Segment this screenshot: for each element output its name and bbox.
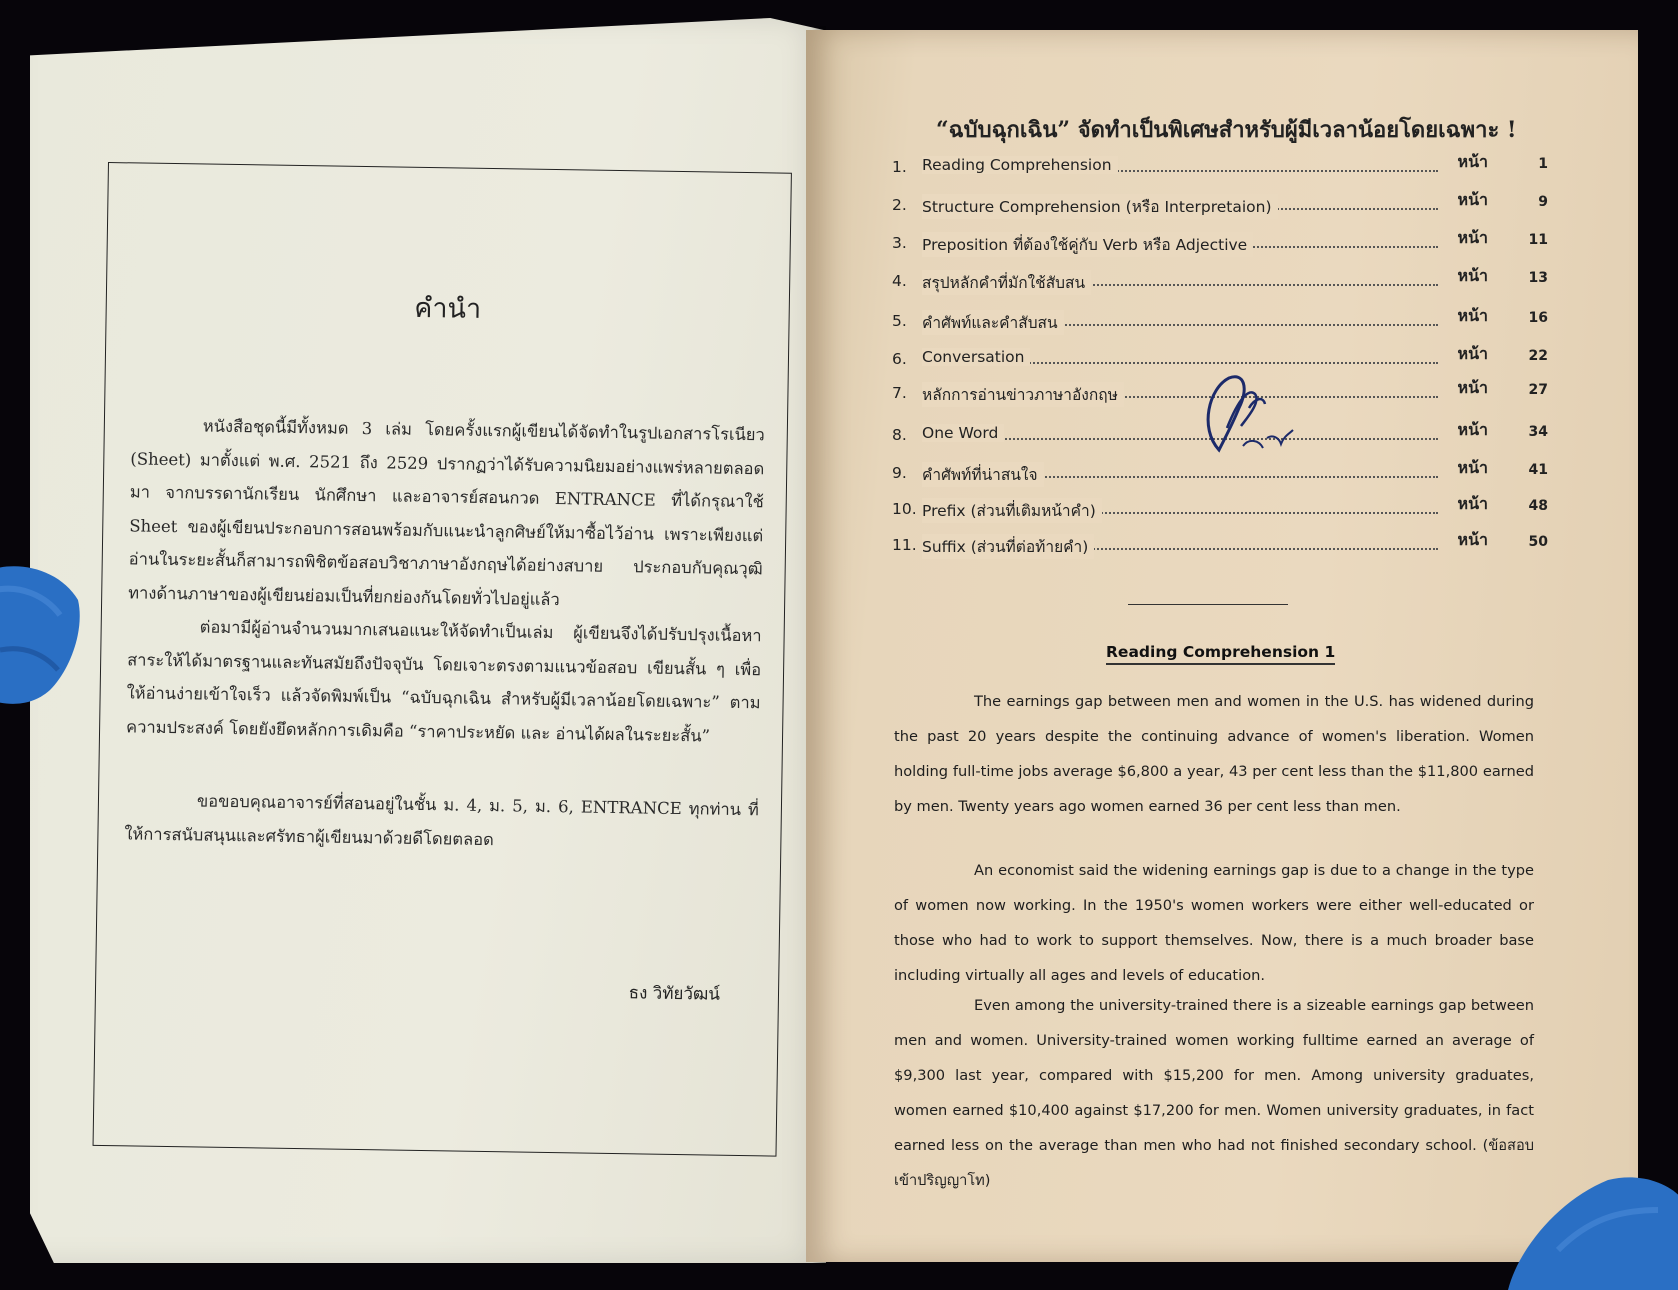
toc-item [892,152,1548,182]
toc-page-number: 11 [1528,232,1548,248]
toc-page-word: หน้า [1457,420,1488,439]
toc-item-title: Reading Comprehension [922,156,1118,174]
toc-page-number: 41 [1528,462,1548,478]
toc-item-title: สรุปหลักคำที่มักใช้สับสน [922,270,1091,295]
toc-item-title: Preposition ที่ต้องใช้คู่กับ Verb หรือ Adjective [922,232,1253,257]
toc-page-word: หน้า [1457,458,1488,477]
toc-page-number: 16 [1528,310,1548,326]
reading-paragraph-2: An economist said the widening earnings gap is due to a change in the type of women now working. In the 1950's women workers were either well-educated or those who had to work to support themselves. Now, there is a much broader base including virtually all ages and levels of education. [894,862,1534,984]
toc-item-title: One Word [922,424,1004,442]
toc-item-number: 11. [892,536,917,554]
preface-paragraph-1: หนังสือชุดนี้มีทั้งหมด 3 เล่ม โดยครั้งแรกผู้เขียนได้จัดทำในรูปเอกสารโรเนียว (Sheet) มาตั้งแต่ พ.ศ. 2521 ถึง 2529 ปรากฏว่าได้รับความนิยมอย่างแพร่หลายตลอดมา จากบรรดานักเรียน นักศึกษา และอาจารย์สอนกวด ENTRANCE ที่ได้กรุณาใช้ Sheet ของผู้เขียนประกอบการสอนพร้อมกับแนะนำลูกศิษย์ให้มาซื้อไว้อ่าน เพราะเพียงแต่อ่านในระยะสั้นก็สามารถพิชิตข้อสอบวิชาภาษาอังกฤษได้อย่างสบาย ประกอบกับคุณวุฒิทางด้านภาษาของผู้เขียนย่อมเป็นที่ยกย่องกันโดยทั่วไปอยู่แล้ว [128,416,765,609]
reading-paragraph-1: The earnings gap between men and women in the U.S. has widened during the past 20 years despite the continuing advance of women's liberation. Women holding full-time jobs average $6,800 a year, 43 per cent less than the $11,800 earned by men. Twenty years ago women earned 36 per cent less than men. [894,693,1534,815]
toc-page-number: 9 [1538,194,1548,210]
toc-page-word: หน้า [1457,152,1488,171]
toc-item [892,458,1548,488]
glove-right-image [1498,1170,1678,1290]
toc-item-title: คำศัพท์ที่น่าสนใจ [922,462,1044,487]
toc-item-title: หลักการอ่านข่าวภาษาอังกฤษ [922,382,1124,407]
toc-item [892,190,1548,220]
toc-item [892,306,1548,336]
toc-page-number: 27 [1528,382,1548,398]
glove-left-image [0,560,85,710]
reading-paragraph-3: Even among the university-trained there is a sizeable earnings gap between men and women. University-trained women working fulltime earned an average of $9,300 last year, compared with $15,200 for men. Among university graduates, women earned $10,400 against $17,200 for men. Women university graduates, in fact earned less on the average than men who had not finished secondary school. (ข้อสอบเข้าปริญญาโท) [894,997,1534,1189]
preface-frame [93,162,792,1157]
toc-page-word: หน้า [1457,378,1488,397]
toc-item-number: 5. [892,312,907,330]
toc-page-word: หน้า [1457,228,1488,247]
toc-item-number: 9. [892,464,907,482]
toc-item-number: 1. [892,158,907,176]
toc-item [892,494,1548,524]
author-signature: ธง วิทัยวัฒน์ [628,983,721,1005]
preface-paragraph-2: ต่อมามีผู้อ่านจำนวนมากเสนอแนะให้จัดทำเป็นเล่ม ผู้เขียนจึงได้ปรับปรุงเนื้อหาสาระให้ได้มาตรฐานและทันสมัยถึงปัจจุบัน โดยเจาะตรงตามแนวข้อสอบ เขียนสั้น ๆ เพื่อให้อ่านง่ายเข้าใจเร็ว แล้วจัดพิมพ์เป็น “ฉบับฉุกเฉิน สำหรับผู้มีเวลาน้อยโดยเฉพาะ” ตามความประสงค์ โดยยังยึดหลักการเดิมคือ “ราคาประหยัด และ อ่านได้ผลในระยะสั้น” [125,617,762,746]
right-page [806,30,1638,1262]
toc-divider [1128,604,1288,605]
toc-page-word: หน้า [1457,530,1488,549]
toc-item-title: Conversation [922,348,1030,366]
toc-item-number: 6. [892,350,907,368]
toc-page-number: 34 [1528,424,1548,440]
toc-page-number: 1 [1538,156,1548,172]
preface-title: คำนำ [414,292,482,325]
toc-item-number: 8. [892,426,907,444]
toc-item-number: 7. [892,384,907,402]
toc-page-word: หน้า [1457,494,1488,513]
toc-page-number: 50 [1528,534,1548,550]
section-heading: Reading Comprehension 1 [1106,643,1335,665]
toc-page-word: หน้า [1457,266,1488,285]
handwritten-signature-icon [1189,368,1309,458]
toc-item [892,530,1548,560]
toc-item-title: Structure Comprehension (หรือ Interpretaion) [922,194,1278,219]
toc-page-word: หน้า [1457,306,1488,325]
toc-item-number: 10. [892,500,917,518]
toc-page-word: หน้า [1457,190,1488,209]
preface-paragraph-3: ขอขอบคุณอาจารย์ที่สอนอยู่ในชั้น ม. 4, ม. 5, ม. 6, ENTRANCE ทุกท่าน ที่ให้การสนับสนุนและศรัทธาผู้เขียนมาด้วยดีโดยตลอด [124,791,760,849]
toc-page-number: 13 [1528,270,1548,286]
toc-page-number: 48 [1528,498,1548,514]
toc-item-number: 2. [892,196,907,214]
toc-item-title: Suffix (ส่วนที่ต่อท้ายคำ) [922,534,1094,559]
toc-item-title: Prefix (ส่วนที่เติมหน้าคำ) [922,498,1102,523]
toc-item-number: 3. [892,234,907,252]
toc-item-number: 4. [892,272,907,290]
toc-item-title: คำศัพท์และคำสับสน [922,310,1064,335]
toc-heading: “ฉบับฉุกเฉิน” จัดทำเป็นพิเศษสำหรับผู้มีเวลาน้อยโดยเฉพาะ ! [936,117,1517,143]
toc-page-word: หน้า [1457,344,1488,363]
toc-page-number: 22 [1528,348,1548,364]
toc-item [892,228,1548,258]
toc-item [892,266,1548,296]
